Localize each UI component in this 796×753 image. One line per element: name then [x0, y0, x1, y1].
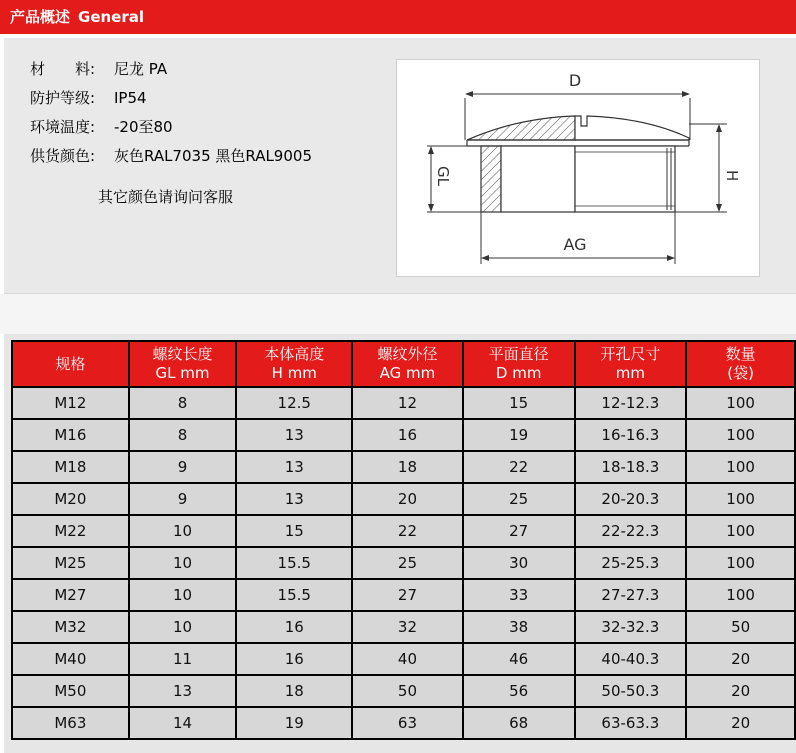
spec-note: 其它颜色请询问客服 [98, 188, 234, 206]
table-cell: 14 [129, 707, 237, 739]
table-cell: 13 [236, 419, 352, 451]
table-row [12, 579, 795, 611]
table-row [12, 611, 795, 643]
spec-label: 防护等级: [30, 89, 96, 107]
table-cell: 16 [236, 611, 352, 643]
header-bar [0, 0, 796, 34]
table-cell: M32 [12, 611, 129, 643]
table-body [12, 387, 795, 739]
column-header-line2: D mm [495, 364, 542, 382]
table-cell: 22 [463, 451, 575, 483]
table-row [12, 547, 795, 579]
table-cell: M40 [12, 643, 129, 675]
title-cn: 产品概述 [10, 8, 71, 26]
table-cell: 20 [686, 707, 795, 739]
spec-value: -20至80 [114, 118, 173, 136]
table-cell: 12-12.3 [575, 387, 687, 419]
spec-table [11, 340, 796, 740]
table-cell: 10 [129, 611, 237, 643]
spec-label: 供货颜色: [30, 147, 96, 165]
table-cell: 38 [463, 611, 575, 643]
table-cell: 12.5 [236, 387, 352, 419]
table-cell: 63 [352, 707, 463, 739]
table-cell: 100 [686, 419, 795, 451]
table-row [12, 643, 795, 675]
table-cell: 32-32.3 [575, 611, 687, 643]
table-cell: M25 [12, 547, 129, 579]
table-cell: 13 [236, 483, 352, 515]
spec-protection [30, 85, 147, 111]
table-cell: 27 [352, 579, 463, 611]
column-header [236, 341, 352, 387]
table-cell: 18-18.3 [575, 451, 687, 483]
column-header-line1: 开孔尺寸 [600, 345, 661, 363]
table-cell: 40-40.3 [575, 643, 687, 675]
spec-table-panel [4, 334, 796, 753]
table-cell: M12 [12, 387, 129, 419]
table-cell: 11 [129, 643, 237, 675]
table-cell: M16 [12, 419, 129, 451]
table-cell: 68 [463, 707, 575, 739]
table-cell: 63-63.3 [575, 707, 687, 739]
table-cell: 25 [463, 483, 575, 515]
table-cell: 8 [129, 419, 237, 451]
table-cell: 19 [236, 707, 352, 739]
page-title [10, 0, 144, 34]
table-cell: 16 [236, 643, 352, 675]
table-cell: 16-16.3 [575, 419, 687, 451]
table-cell: 20 [686, 643, 795, 675]
table-cell: 15.5 [236, 579, 352, 611]
table-row [12, 451, 795, 483]
table-cell: M22 [12, 515, 129, 547]
table-cell: 100 [686, 451, 795, 483]
spec-value: IP54 [114, 89, 147, 107]
column-header [352, 341, 463, 387]
dimension-diagram [396, 59, 760, 277]
column-header-line1: 数量 [725, 345, 756, 363]
table-cell: 100 [686, 387, 795, 419]
plug-drawing [397, 60, 759, 276]
table-cell: 13 [129, 675, 237, 707]
table-cell: M27 [12, 579, 129, 611]
column-header-line2: mm [615, 364, 645, 382]
spec-label: 环境温度: [30, 118, 96, 136]
title-en: General [78, 8, 145, 26]
table-cell: 100 [686, 483, 795, 515]
table-cell: 30 [463, 547, 575, 579]
table-cell: 18 [352, 451, 463, 483]
spec-value: 灰色RAL7035 黑色RAL9005 [114, 147, 312, 165]
column-header-line1: 本体高度 [264, 345, 325, 363]
column-header [463, 341, 575, 387]
column-header-line1: 螺纹外径 [377, 345, 438, 363]
table-cell: 9 [129, 483, 237, 515]
table-cell: 9 [129, 451, 237, 483]
column-header [575, 341, 687, 387]
column-header-line2: H mm [271, 364, 317, 382]
table-cell: M63 [12, 707, 129, 739]
table-cell: 50-50.3 [575, 675, 687, 707]
column-header-line1: 规格 [55, 354, 86, 373]
table-cell: M18 [12, 451, 129, 483]
table-cell: 18 [236, 675, 352, 707]
table-cell: 100 [686, 579, 795, 611]
section-spacer [0, 294, 796, 334]
column-header [686, 341, 795, 387]
table-cell: 100 [686, 515, 795, 547]
spec-temperature [30, 114, 173, 140]
column-header-line1: 平面直径 [488, 345, 549, 363]
table-cell: 27 [463, 515, 575, 547]
table-cell: 12 [352, 387, 463, 419]
table-cell: 15 [236, 515, 352, 547]
table-cell: M50 [12, 675, 129, 707]
table-cell: 13 [236, 451, 352, 483]
label-d: D [568, 71, 582, 90]
table-row [12, 675, 795, 707]
table-cell: 20 [686, 675, 795, 707]
table-cell: 27-27.3 [575, 579, 687, 611]
table-cell: 100 [686, 547, 795, 579]
table-cell: 16 [352, 419, 463, 451]
table-row [12, 515, 795, 547]
table-cell: 50 [686, 611, 795, 643]
table-cell: 20-20.3 [575, 483, 687, 515]
table-cell: 10 [129, 515, 237, 547]
spec-value: 尼龙 PA [114, 60, 168, 78]
table-cell: 22 [352, 515, 463, 547]
table-cell: 15.5 [236, 547, 352, 579]
spec-colors [30, 143, 312, 169]
table-row [12, 483, 795, 515]
table-row [12, 419, 795, 451]
table-cell: 32 [352, 611, 463, 643]
column-header-line2: AG mm [379, 364, 436, 382]
table-cell: 25 [352, 547, 463, 579]
table-row [12, 387, 795, 419]
table-cell: 8 [129, 387, 237, 419]
label-h: H [723, 170, 741, 182]
column-header [12, 341, 129, 387]
overview-panel [4, 38, 796, 294]
table-cell: 25-25.3 [575, 547, 687, 579]
column-header [129, 341, 237, 387]
table-cell: 10 [129, 547, 237, 579]
column-header-line2: GL mm [155, 364, 210, 382]
table-cell: 20 [352, 483, 463, 515]
label-gl: GL [434, 166, 452, 186]
spec-material [30, 56, 167, 82]
table-cell: 10 [129, 579, 237, 611]
table-cell: 46 [463, 643, 575, 675]
table-cell: 50 [352, 675, 463, 707]
table-row [12, 707, 795, 739]
table-cell: 15 [463, 387, 575, 419]
table-cell: 19 [463, 419, 575, 451]
table-cell: M20 [12, 483, 129, 515]
spec-label: 材 料: [30, 60, 96, 78]
table-cell: 22-22.3 [575, 515, 687, 547]
table-cell: 33 [463, 579, 575, 611]
table-cell: 56 [463, 675, 575, 707]
column-header-line2: (袋) [727, 364, 754, 382]
label-ag: AG [563, 235, 587, 254]
column-header-line1: 螺纹长度 [152, 345, 213, 363]
table-cell: 40 [352, 643, 463, 675]
table-header-row [12, 341, 795, 387]
